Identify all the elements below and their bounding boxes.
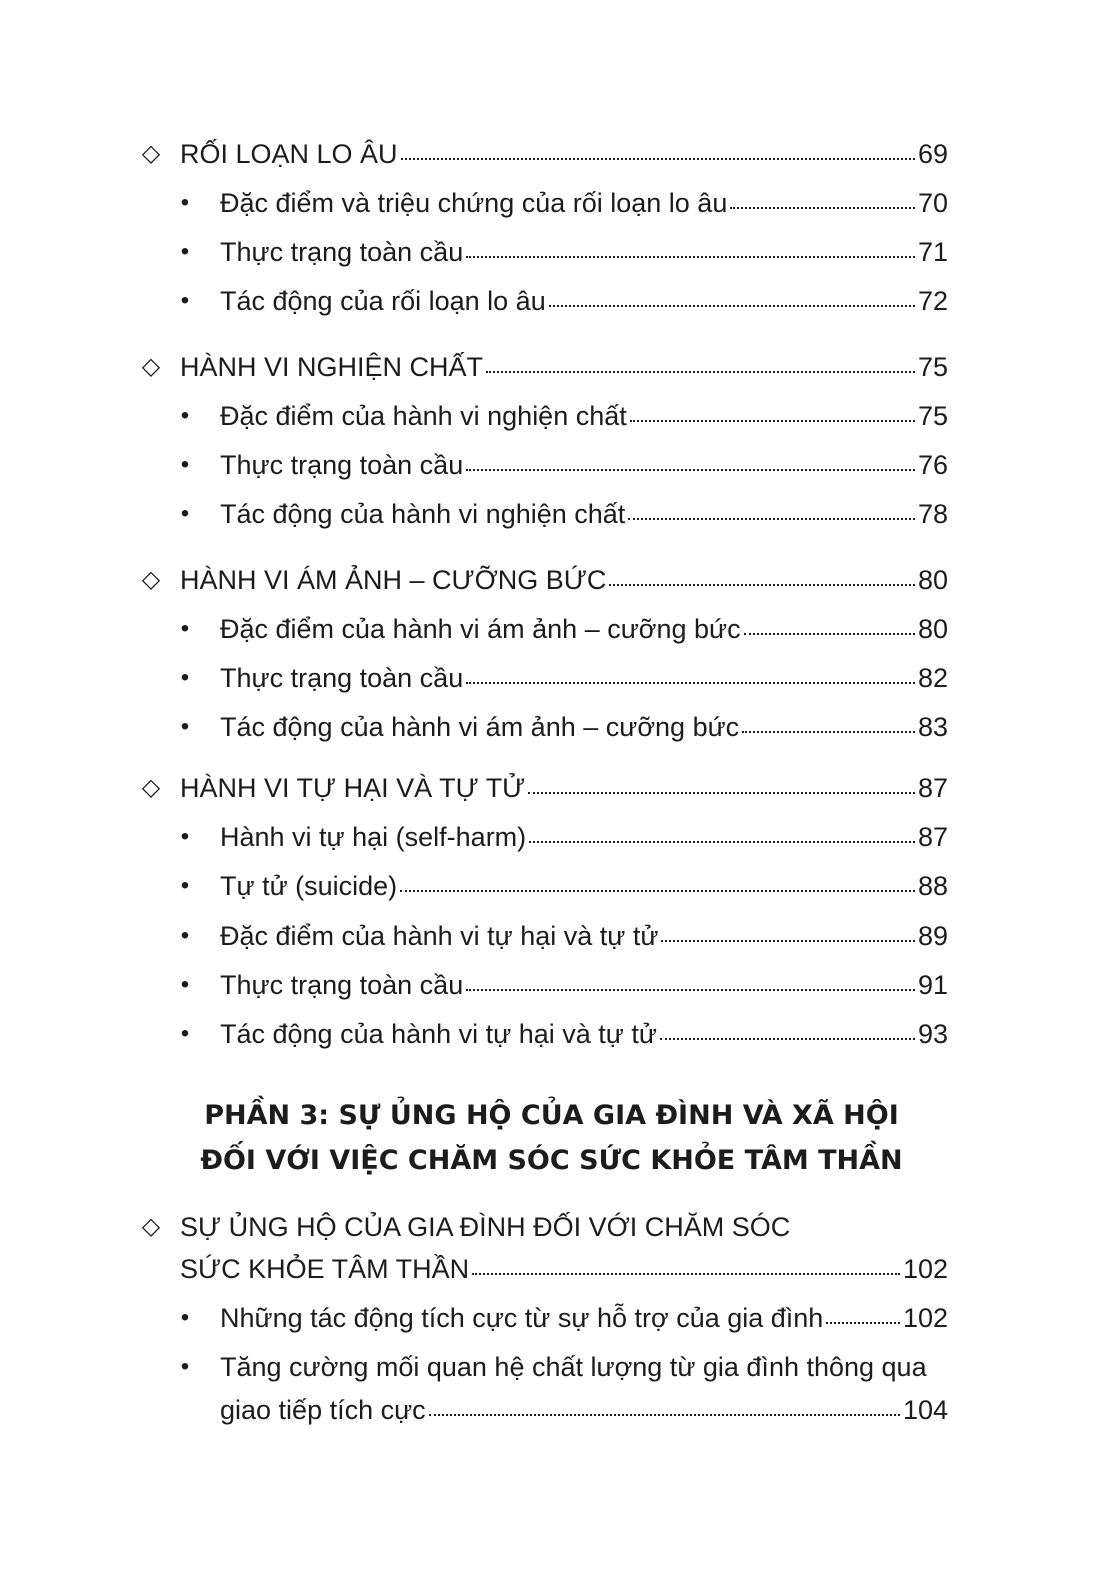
dot-leader [472,1273,900,1275]
toc-section-title-line-1: SỰ ỦNG HỘ CỦA GIA ĐÌNH ĐỐI VỚI CHĂM SÓC [180,1212,791,1242]
bullet-icon: • [180,872,190,899]
bullet-icon: • [180,823,190,850]
dot-leader [529,841,915,843]
toc-item [172,496,948,532]
toc-page-number: 83 [917,712,948,742]
toc-item-multiline-cont [220,1392,948,1428]
part-heading-line-1: PHẦN 3: SỰ ỦNG HỘ CỦA GIA ĐÌNH VÀ XÃ HỘI [204,1100,899,1131]
part-heading-line-2: ĐỐI VỚI VIỆC CHĂM SÓC SỨC KHỎE TÂM THẦN [200,1145,903,1176]
bullet-icon: • [180,664,190,691]
dot-leader [466,682,915,684]
toc-item [172,611,948,647]
bullet-icon: • [180,922,190,949]
toc-section-ocd [138,562,948,598]
toc-page-number: 104 [902,1395,948,1425]
toc-item [172,234,948,270]
toc-page-number: 102 [902,1303,948,1333]
toc-item-multiline [172,1349,948,1385]
toc-page-number: 78 [917,499,948,529]
toc-section-anxiety [138,136,948,172]
bullet-icon: • [180,615,190,642]
bullet-icon: • [180,287,190,314]
toc-section-title: HÀNH VI NGHIỆN CHẤT [180,352,484,382]
toc-item [172,660,948,696]
dot-leader [661,940,915,942]
toc-page-number: 76 [917,450,948,480]
toc-item-title: Những tác động tích cực từ sự hỗ trợ của gia đình [220,1303,824,1333]
dot-leader [466,989,915,991]
toc-item-title: Đặc điểm của hành vi nghiện chất [220,401,627,431]
toc-item-title: Thực trạng toàn cầu [220,237,464,267]
toc-item-title: Đặc điểm của hành vi tự hại và tự tử [220,921,659,951]
bullet-icon: • [180,500,190,527]
dot-leader [609,584,915,586]
toc-item-title: Tác động của hành vi nghiện chất [220,499,626,529]
diamond-icon: ◇ [141,774,161,801]
dot-leader [742,731,915,733]
toc-page-number: 93 [917,1019,948,1049]
dot-leader [400,890,915,892]
bullet-icon: • [180,451,190,478]
toc-section-title: HÀNH VI TỰ HẠI VÀ TỰ TỬ [180,773,526,803]
dot-leader [429,1414,900,1416]
toc-page-number: 80 [917,614,948,644]
toc-item-title: Thực trạng toàn cầu [220,663,464,693]
toc-item-title-line-1: Tăng cường mối quan hệ chất lượng từ gia đình thông qua [220,1352,927,1382]
toc-item-title: Tác động của rối loạn lo âu [220,286,546,316]
toc-page-number: 102 [902,1254,948,1284]
toc-section-title: RỐI LOẠN LO ÂU [180,139,398,169]
bullet-icon: • [180,1304,190,1331]
toc-section-family-support [138,1209,948,1245]
toc-page-number: 80 [917,565,948,595]
toc-item [172,185,948,221]
bullet-icon: • [180,238,190,265]
dot-leader [466,469,915,471]
bullet-icon: • [180,402,190,429]
dot-leader [528,792,915,794]
toc-page-number: 91 [917,970,948,1000]
toc-item [172,447,948,483]
toc-page-number: 87 [917,822,948,852]
toc-item-title: Hành vi tự hại (self-harm) [220,822,527,852]
toc-item [172,398,948,434]
toc-section-self-harm [138,770,948,806]
dot-leader [628,518,915,520]
dot-leader [466,256,915,258]
toc-section-substance [138,349,948,385]
dot-leader [630,420,915,422]
toc-page-number: 75 [917,401,948,431]
toc-item [172,283,948,319]
toc-page-number: 70 [917,188,948,218]
toc-item-title: Đặc điểm của hành vi ám ảnh – cưỡng bức [220,614,741,644]
toc-item [172,967,948,1003]
toc-item [172,709,948,745]
toc-item [172,819,948,855]
dot-leader [730,207,915,209]
toc-item-title-line-2: giao tiếp tích cực [220,1395,426,1425]
dot-leader [486,371,915,373]
dot-leader [744,633,915,635]
toc-item [172,1016,948,1052]
toc-page-number: 75 [917,352,948,382]
toc-page-number: 82 [917,663,948,693]
toc-page-number: 71 [917,237,948,267]
toc-page-number: 87 [917,773,948,803]
dot-leader [401,158,915,160]
toc-section-title: HÀNH VI ÁM ẢNH – CƯỠNG BỨC [180,565,607,595]
toc-page-number: 72 [917,286,948,316]
toc-page-number: 69 [917,139,948,169]
toc-page-number: 88 [917,871,948,901]
dot-leader [549,305,915,307]
toc-item-title: Thực trạng toàn cầu [220,450,464,480]
toc-item [172,868,948,904]
toc-item-title: Tác động của hành vi tự hại và tự tử [220,1019,657,1049]
bullet-icon: • [180,1020,190,1047]
bullet-icon: • [180,1353,190,1380]
dot-leader [826,1322,900,1324]
dot-leader [660,1038,915,1040]
toc-page-number: 89 [917,921,948,951]
bullet-icon: • [180,713,190,740]
toc-item [172,918,948,954]
toc-item [172,1300,948,1336]
toc-item-title: Tác động của hành vi ám ảnh – cưỡng bức [220,712,740,742]
toc-item-title: Tự tử (suicide) [220,871,398,901]
toc-item-title: Đặc điểm và triệu chứng của rối loạn lo âu [220,188,728,218]
toc-section-title-line-2: SỨC KHỎE TÂM THẦN [180,1254,470,1284]
bullet-icon: • [180,971,190,998]
toc-item-title: Thực trạng toàn cầu [220,970,464,1000]
diamond-icon: ◇ [141,140,161,167]
bullet-icon: • [180,189,190,216]
diamond-icon: ◇ [141,1213,161,1240]
diamond-icon: ◇ [141,353,161,380]
toc-section-family-support-cont [180,1251,948,1287]
diamond-icon: ◇ [141,566,161,593]
